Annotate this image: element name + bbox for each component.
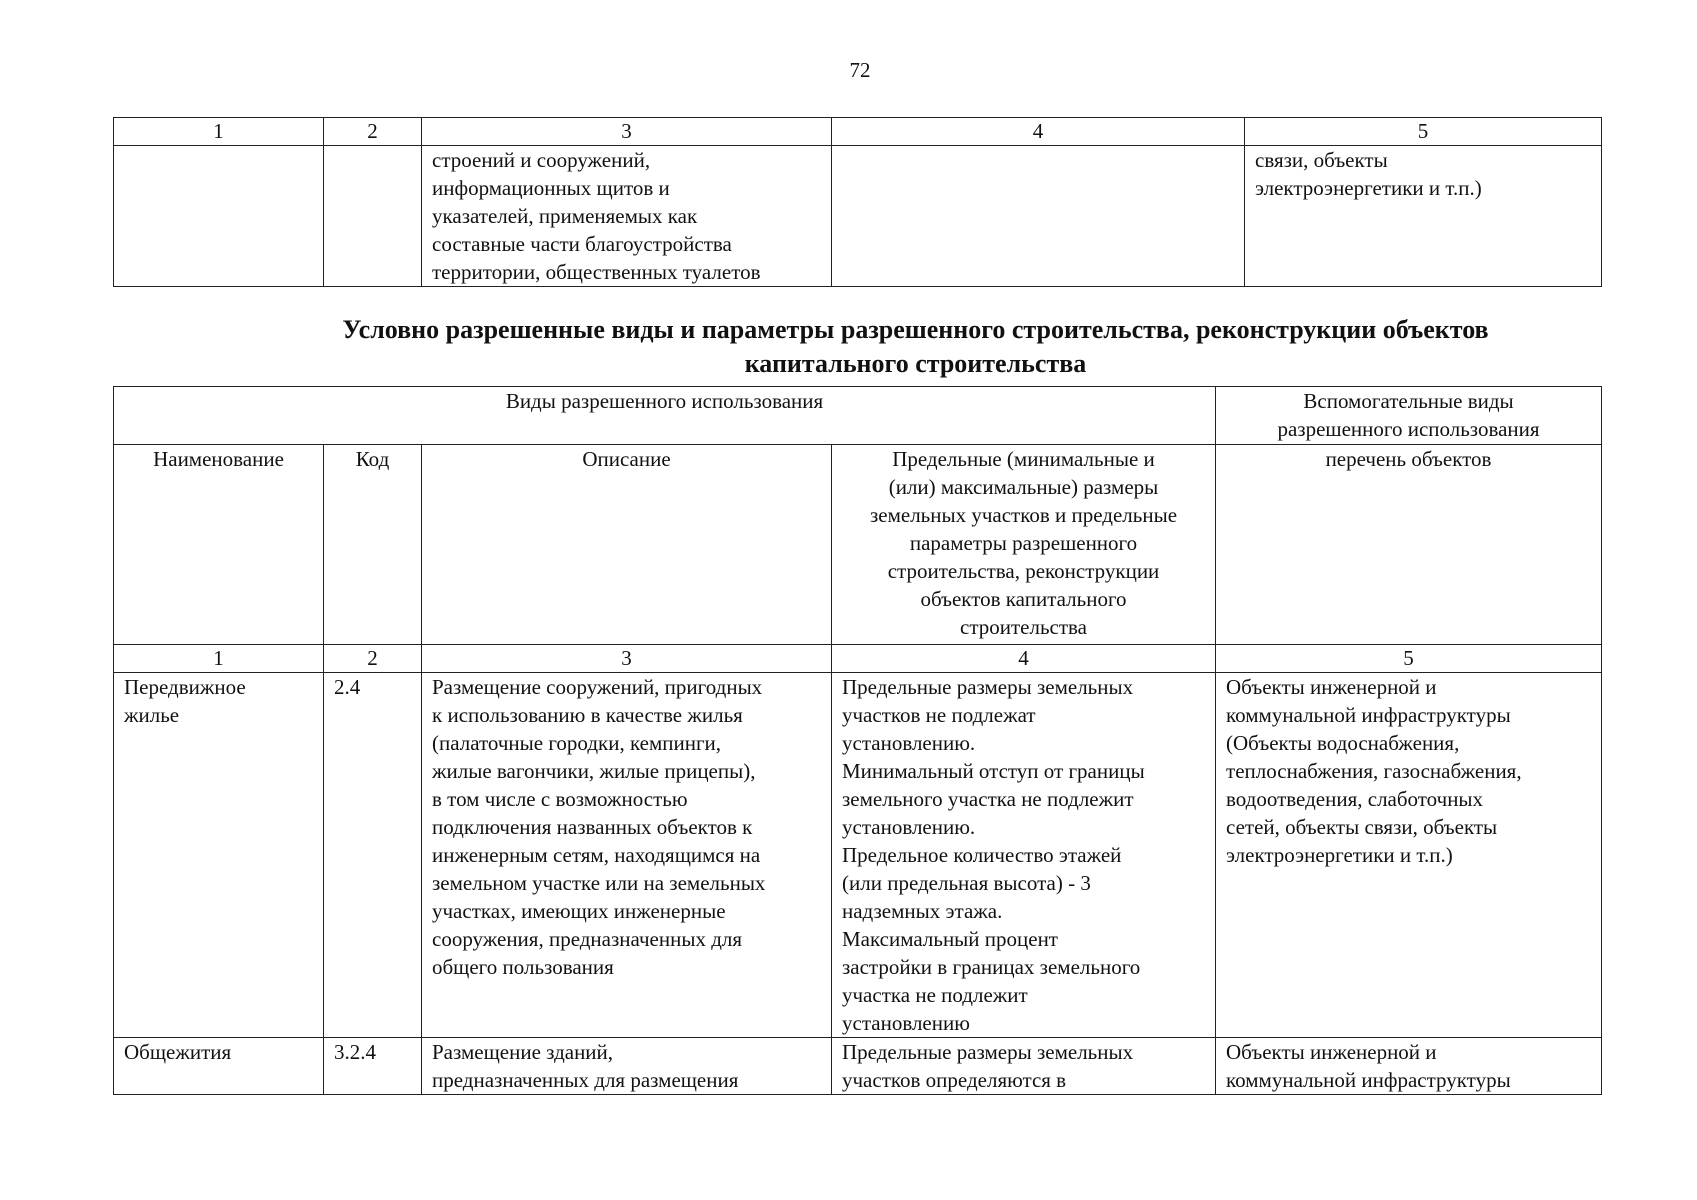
conditional-use-table — [113, 386, 1602, 1095]
column-number: 2 — [324, 645, 422, 673]
header-objects: перечень объектов — [1216, 445, 1602, 645]
column-number-row — [114, 645, 1602, 673]
column-number: 1 — [114, 118, 324, 146]
column-number: 1 — [114, 645, 324, 673]
cell-limits — [832, 146, 1245, 287]
cell-limits: Предельные размеры земельных участков не подлежат установлению. Минимальный отступ от границы земельного участка не подлежит установлению. Предельное количество этажей (или предельная высота) - 3 надземных этажа. Максимальный процент застройки в границах земельного участка не подлежит установлению — [832, 673, 1216, 1038]
table-row — [114, 1038, 1602, 1095]
cell-objects: связи, объекты электроэнергетики и т.п.) — [1245, 146, 1602, 287]
cell-name: Общежития — [114, 1038, 324, 1095]
cell-code: 3.2.4 — [324, 1038, 422, 1095]
column-number: 3 — [422, 118, 832, 146]
cell-code: 2.4 — [324, 673, 422, 1038]
column-header-row — [114, 445, 1602, 645]
table-row — [114, 146, 1602, 287]
table-row — [114, 673, 1602, 1038]
header-description: Описание — [422, 445, 832, 645]
column-number: 4 — [832, 645, 1216, 673]
column-number: 5 — [1245, 118, 1602, 146]
cell-code — [324, 146, 422, 287]
header-limits: Предельные (минимальные и (или) максимальные) размеры земельных участков и предельные параметры разрешенного строительства, реконструкции объектов капитального строительства — [832, 445, 1216, 645]
cell-description: Размещение зданий, предназначенных для размещения — [422, 1038, 832, 1095]
column-number-row — [114, 118, 1602, 146]
cell-name — [114, 146, 324, 287]
column-number: 4 — [832, 118, 1245, 146]
header-code: Код — [324, 445, 422, 645]
cell-name: Передвижное жилье — [114, 673, 324, 1038]
column-number: 2 — [324, 118, 422, 146]
header-name: Наименование — [114, 445, 324, 645]
section-title: Условно разрешенные виды и параметры разрешенного строительства, реконструкции объектов капитального строительства — [342, 315, 1489, 378]
cell-description: Размещение сооружений, пригодных к использованию в качестве жилья (палаточные городки, кемпинги, жилые вагончики, жилые прицепы), в том числе с возможностью подключения названных объектов к инженерным сетям, находящимся на земельном участке или на земельных участках, имеющих инженерные сооружения, предназначенных для общего пользования — [422, 673, 832, 1038]
group-header-auxiliary-uses: Вспомогательные виды разрешенного использования — [1216, 387, 1602, 445]
group-header-permitted-uses: Виды разрешенного использования — [114, 387, 1216, 445]
group-header-row — [114, 387, 1602, 445]
column-number: 5 — [1216, 645, 1602, 673]
cell-objects: Объекты инженерной и коммунальной инфраструктуры (Объекты водоснабжения, теплоснабжения, газоснабжения, водоотведения, слаботочных сетей, объекты связи, объекты электроэнергетики и т.п.) — [1216, 673, 1602, 1038]
continuation-table — [113, 117, 1602, 287]
cell-description: строений и сооружений, информационных щитов и указателей, применяемых как составные части благоустройства территории, общественных туалетов — [422, 146, 832, 287]
cell-limits: Предельные размеры земельных участков определяются в — [832, 1038, 1216, 1095]
cell-objects: Объекты инженерной и коммунальной инфраструктуры — [1216, 1038, 1602, 1095]
page-number: 72 — [849, 58, 871, 82]
column-number: 3 — [422, 645, 832, 673]
